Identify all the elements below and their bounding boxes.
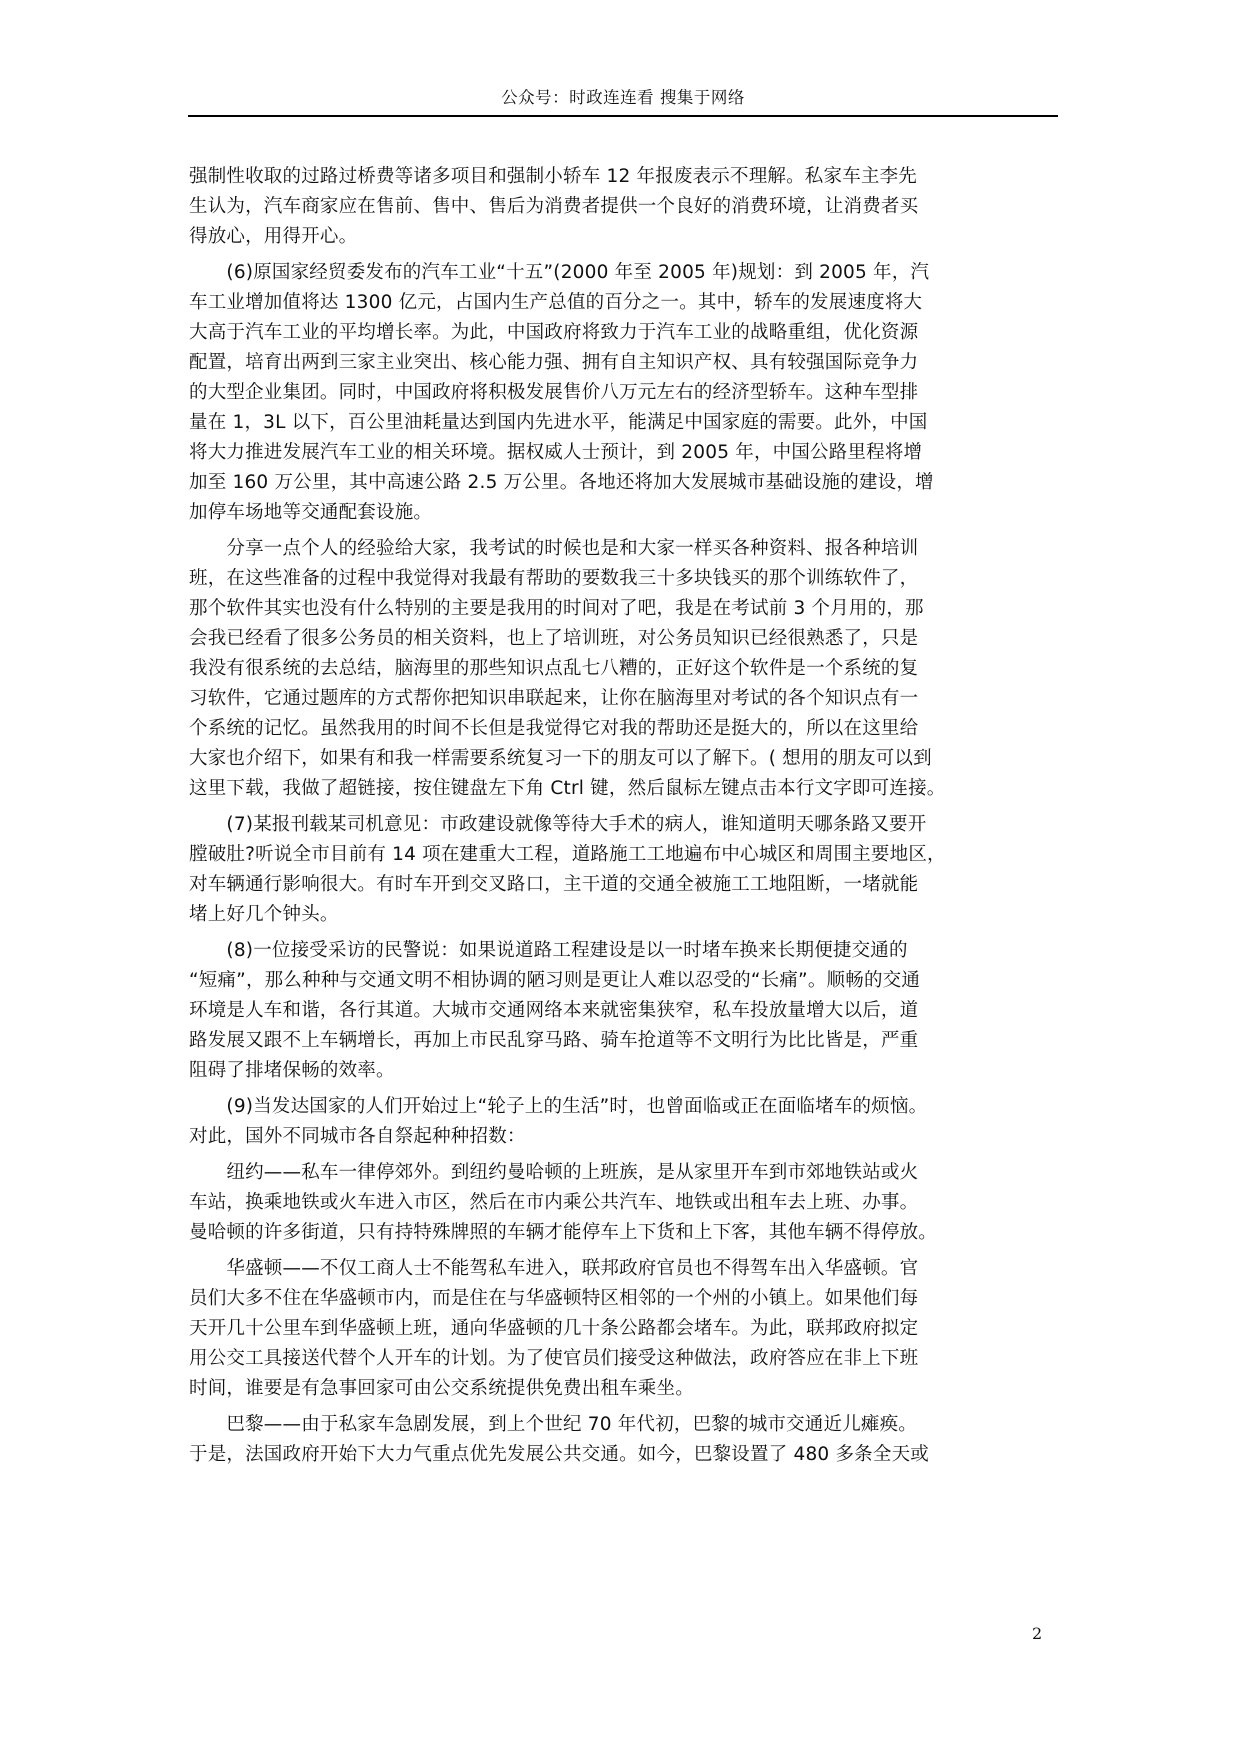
text-line: 用公交工具接送代替个人开车的计划。为了使官员们接受这种做法，政府答应在非上下班 [189,1348,919,1369]
text-line: 于是，法国政府开始下大力气重点优先发展公共交通。如今，巴黎设置了 480 多条全天或 [189,1444,929,1465]
paragraph [189,936,1069,1086]
text-line: 阻碍了排堵保畅的效率。 [189,1060,395,1081]
text-line: 班，在这些准备的过程中我觉得对我最有帮助的要数我三十多块钱买的那个训练软件了， [189,568,919,589]
text-line: 纽约——私车一律停郊外。到纽约曼哈顿的上班族，是从家里开车到市郊地铁站或火 [189,1162,919,1183]
text-line: 量在 1，3L 以下，百公里油耗量达到国内先进水平，能满足中国家庭的需要。此外，中国 [189,412,928,433]
text-line: (9)当发达国家的人们开始过上“轮子上的生活”时，也曾面临或正在面临堵车的烦恼。 [189,1096,928,1117]
text-line: 巴黎——由于私家车急剧发展，到上个世纪 70 年代初，巴黎的城市交通近儿瘫痪。 [189,1414,918,1435]
text-line: 曼哈顿的许多街道，只有持特殊牌照的车辆才能停车上下货和上下客，其他车辆不得停放。 [189,1222,938,1243]
text-line: 习软件，它通过题库的方式帮你把知识串联起来，让你在脑海里对考试的各个知识点有一 [189,688,919,709]
paragraph [189,810,1069,930]
text-line: 我没有很系统的去总结，脑海里的那些知识点乱七八糟的，正好这个软件是一个系统的复 [189,658,919,679]
text-line: (7)某报刊载某司机意见：市政建设就像等待大手术的病人，谁知道明天哪条路又要开 [189,814,927,835]
document-body [189,162,1069,1476]
text-line: 员们大多不住在华盛顿市内，而是住在与华盛顿特区相邻的一个州的小镇上。如果他们每 [189,1288,919,1309]
paragraph [189,1410,1069,1470]
text-line: 路发展又跟不上车辆增长，再加上市民乱穿马路、骑车抢道等不文明行为比比皆是，严重 [189,1030,919,1051]
text-line: 时间，谁要是有急事回家可由公交系统提供免费出租车乘坐。 [189,1378,694,1399]
text-line: 天开几十公里车到华盛顿上班，通向华盛顿的几十条公路都会堵车。为此，联邦政府拟定 [189,1318,919,1339]
paragraph [189,1158,1069,1248]
text-line: 那个软件其实也没有什么特别的主要是我用的时间对了吧，我是在考试前 3 个月用的，那 [189,598,924,619]
header-divider [188,115,1058,117]
text-line: 车站，换乘地铁或火车进入市区，然后在市内乘公共汽车、地铁或出租车去上班、办事。 [189,1192,919,1213]
text-line: 将大力推进发展汽车工业的相关环境。据权威人士预计，到 2005 年，中国公路里程将增 [189,442,923,463]
paragraph [189,1092,1069,1152]
text-line: 华盛顿——不仅工商人士不能驾私车进入，联邦政府官员也不得驾车出入华盛顿。官 [189,1258,919,1279]
paragraph [189,258,1069,528]
text-line: 堵上好几个钟头。 [189,904,339,925]
paragraph [189,1254,1069,1404]
paragraph [189,162,1069,252]
text-line: 加停车场地等交通配套设施。 [189,502,433,523]
text-line: 对此，国外不同城市各自祭起种种招数： [189,1126,526,1147]
text-line: (6)原国家经贸委发布的汽车工业“十五”(2000 年至 2005 年)规划：到 2005 年，汽 [189,262,930,283]
text-line: “短痛”，那么种种与交通文明不相协调的陋习则是更让人难以忍受的“长痛”。顺畅的交通 [189,970,921,991]
text-line: 环境是人车和谐，各行其道。大城市交通网络本来就密集狭窄，私车投放量增大以后，道 [189,1000,919,1021]
text-line: 会我已经看了很多公务员的相关资料，也上了培训班，对公务员知识已经很熟悉了，只是 [189,628,919,649]
text-line: 膛破肚?听说全市目前有 14 项在建重大工程，道路施工工地遍布中心城区和周围主要地区， [189,844,946,865]
text-line: 大家也介绍下，如果有和我一样需要系统复习一下的朋友可以了解下。( 想用的朋友可以到 [189,748,932,769]
text-line: 个系统的记忆。虽然我用的时间不长但是我觉得它对我的帮助还是挺大的，所以在这里给 [189,718,919,739]
text-line: 这里下载，我做了超链接，按住键盘左下角 Ctrl 键，然后鼠标左键点击本行文字即可连接。 [189,778,946,799]
text-line: 得放心，用得开心。 [189,226,358,247]
page-number: 2 [1032,1624,1043,1643]
page-header: 公众号：时政连连看 搜集于网络 [501,88,745,107]
text-line: 配置，培育出两到三家主业突出、核心能力强、拥有自主知识产权、具有较强国际竞争力 [189,352,919,373]
text-line: 对车辆通行影响很大。有时车开到交叉路口，主干道的交通全被施工工地阻断，一堵就能 [189,874,919,895]
text-line: 生认为，汽车商家应在售前、售中、售后为消费者提供一个良好的消费环境，让消费者买 [189,196,919,217]
paragraph [189,534,1069,804]
text-line: 车工业增加值将达 1300 亿元，占国内生产总值的百分之一。其中，轿车的发展速度将大 [189,292,923,313]
text-line: 强制性收取的过路过桥费等诸多项目和强制小轿车 12 年报废表示不理解。私家车主李先 [189,166,918,187]
text-line: 的大型企业集团。同时，中国政府将积极发展售价八万元左右的经济型轿车。这种车型排 [189,382,919,403]
text-line: (8)一位接受采访的民警说：如果说道路工程建设是以一时堵车换来长期便捷交通的 [189,940,908,961]
text-line: 大高于汽车工业的平均增长率。为此，中国政府将致力于汽车工业的战略重组，优化资源 [189,322,919,343]
text-line: 分享一点个人的经验给大家，我考试的时候也是和大家一样买各种资料、报各种培训 [189,538,919,559]
text-line: 加至 160 万公里，其中高速公路 2.5 万公里。各地还将加大发展城市基础设施的建设，增 [189,472,934,493]
